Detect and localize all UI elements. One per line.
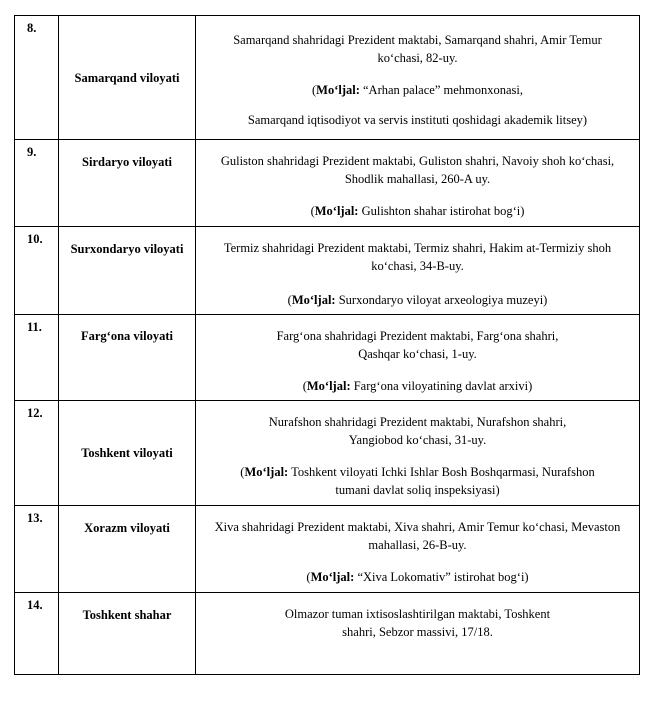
landmark-label: Mo‘ljal: xyxy=(310,570,355,584)
table-row xyxy=(15,506,640,593)
landmark-text: (Mo‘ljal: Gulishton shahar istirohat bog‘i) xyxy=(310,204,525,218)
address-cell xyxy=(196,593,640,675)
row-number: 14. xyxy=(15,593,59,675)
landmark-text: (Mo‘ljal: Farg‘ona viloyatining davlat arxivi) xyxy=(302,379,533,393)
region-name: Sirdaryo viloyati xyxy=(59,140,196,227)
address-cell xyxy=(196,506,640,593)
address-cell xyxy=(196,227,640,315)
address-text: Xiva shahridagi Prezident maktabi, Xiva shahri, Amir Temur ko‘chasi, Mevaston mahallasi, 26-B-uy. xyxy=(214,520,621,552)
table-row xyxy=(15,401,640,506)
school-address-table xyxy=(14,15,640,675)
landmark-label: Mo‘ljal: xyxy=(306,379,351,393)
region-name: Surxondaryo viloyati xyxy=(59,227,196,315)
landmark-text: (Mo‘ljal: Toshkent viloyati Ichki Ishlar Bosh Boshqarmasi, Nurafshon tumani davlat soliq inspeksiyasi) xyxy=(240,465,595,497)
address-text: Samarqand shahridagi Prezident maktabi, Samarqand shahri, Amir Temur ko‘chasi, 82-uy. xyxy=(233,33,602,65)
row-number: 10. xyxy=(15,227,59,315)
row-number: 9. xyxy=(15,140,59,227)
address-cell xyxy=(196,140,640,227)
address-cell xyxy=(196,401,640,506)
address-text: Termiz shahridagi Prezident maktabi, Termiz shahri, Hakim at-Termiziy shoh ko‘chasi, 34-B-uy. xyxy=(223,241,612,273)
address-text: Farg‘ona shahridagi Prezident maktabi, Farg‘ona shahri, Qashqar ko‘chasi, 1-uy. xyxy=(276,329,559,361)
table-row xyxy=(15,16,640,140)
region-name: Toshkent shahar xyxy=(59,593,196,675)
table-row xyxy=(15,140,640,227)
address-text: Guliston shahridagi Prezident maktabi, Guliston shahri, Navoiy shoh ko‘chasi, Shodlik mahallasi, 260-A uy. xyxy=(220,154,615,186)
landmark-text: (Mo‘ljal: Surxondaryo viloyat arxeologiya muzeyi) xyxy=(287,293,548,307)
region-name: Farg‘ona viloyati xyxy=(59,315,196,401)
address-text: Olmazor tuman ixtisoslashtirilgan maktabi, Toshkent shahri, Sebzor massivi, 17/18. xyxy=(284,607,551,639)
address-cell xyxy=(196,16,640,140)
landmark-label: Mo‘ljal: xyxy=(291,293,336,307)
address-text: Nurafshon shahridagi Prezident maktabi, Nurafshon shahri, Yangiobod ko‘chasi, 31-uy. xyxy=(268,415,567,447)
address-cell xyxy=(196,315,640,401)
landmark-extra: Samarqand iqtisodiyot va servis instituti qoshidagi akademik litsey) xyxy=(247,113,588,127)
landmark-label: Mo‘ljal: xyxy=(244,465,289,479)
region-name: Toshkent viloyati xyxy=(59,401,196,506)
table-row xyxy=(15,227,640,315)
row-number: 11. xyxy=(15,315,59,401)
landmark-label: Mo‘ljal: xyxy=(316,83,360,97)
row-number: 8. xyxy=(15,16,59,140)
landmark-text: (Mo‘ljal: “Arhan palace” mehmonxonasi, xyxy=(311,83,524,97)
row-number: 12. xyxy=(15,401,59,506)
table-row xyxy=(15,315,640,401)
region-name: Samarqand viloyati xyxy=(59,16,196,140)
table-row xyxy=(15,593,640,675)
row-number: 13. xyxy=(15,506,59,593)
region-name: Xorazm viloyati xyxy=(59,506,196,593)
landmark-label: Mo‘ljal: xyxy=(314,204,359,218)
landmark-text: (Mo‘ljal: “Xiva Lokomativ” istirohat bog‘i) xyxy=(306,570,529,584)
